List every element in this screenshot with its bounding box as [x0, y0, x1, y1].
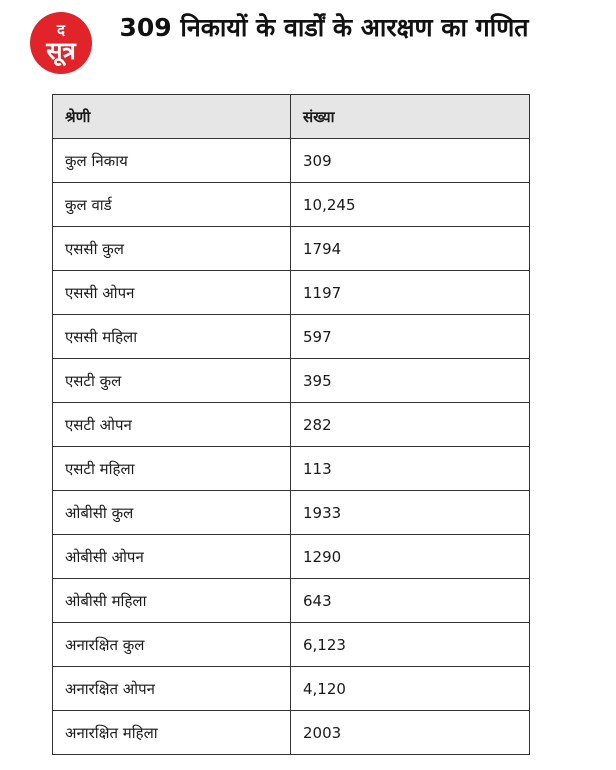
count-cell: 2003 — [291, 711, 530, 755]
table-row — [53, 623, 530, 667]
category-cell: ओबीसी कुल — [53, 491, 291, 535]
count-cell: 597 — [291, 315, 530, 359]
count-cell: 1933 — [291, 491, 530, 535]
count-cell: 1290 — [291, 535, 530, 579]
category-cell: ओबीसी ओपन — [53, 535, 291, 579]
logo-main-text: सूत्र — [46, 37, 76, 65]
category-cell: अनारक्षित ओपन — [53, 667, 291, 711]
table-row — [53, 359, 530, 403]
category-cell: एसटी कुल — [53, 359, 291, 403]
page-title: 309 निकायों के वार्डों के आरक्षण का गणित — [119, 13, 529, 42]
category-cell: एसटी महिला — [53, 447, 291, 491]
count-cell: 1794 — [291, 227, 530, 271]
count-cell: 4,120 — [291, 667, 530, 711]
table-body — [53, 139, 530, 755]
category-cell: एससी कुल — [53, 227, 291, 271]
table-row — [53, 447, 530, 491]
count-cell: 113 — [291, 447, 530, 491]
category-cell: कुल निकाय — [53, 139, 291, 183]
table-row — [53, 227, 530, 271]
table-row — [53, 711, 530, 755]
count-cell: 309 — [291, 139, 530, 183]
count-cell: 6,123 — [291, 623, 530, 667]
count-cell: 1197 — [291, 271, 530, 315]
category-cell: अनारक्षित कुल — [53, 623, 291, 667]
table-row — [53, 535, 530, 579]
reservation-table — [52, 94, 530, 755]
table-row — [53, 183, 530, 227]
category-cell: एसटी ओपन — [53, 403, 291, 447]
count-cell: 643 — [291, 579, 530, 623]
table-row — [53, 667, 530, 711]
count-cell: 282 — [291, 403, 530, 447]
category-cell: एससी महिला — [53, 315, 291, 359]
column-header-count: संख्या — [291, 95, 530, 139]
table-row — [53, 139, 530, 183]
category-cell: एससी ओपन — [53, 271, 291, 315]
category-cell: कुल वार्ड — [53, 183, 291, 227]
logo-top-text: द — [57, 21, 65, 39]
table-row — [53, 271, 530, 315]
count-cell: 10,245 — [291, 183, 530, 227]
brand-logo — [30, 12, 92, 74]
count-cell: 395 — [291, 359, 530, 403]
category-cell: अनारक्षित महिला — [53, 711, 291, 755]
category-cell: ओबीसी महिला — [53, 579, 291, 623]
table-row — [53, 491, 530, 535]
table-row — [53, 315, 530, 359]
table-row — [53, 403, 530, 447]
column-header-category: श्रेणी — [53, 95, 291, 139]
table-header-row — [53, 95, 530, 139]
table-row — [53, 579, 530, 623]
